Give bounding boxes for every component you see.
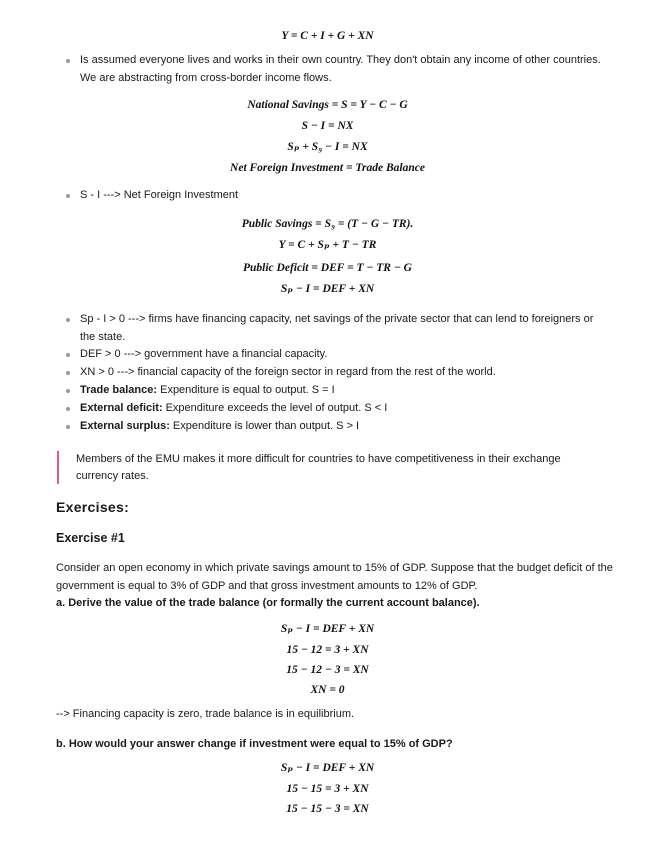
answer-a: --> Financing capacity is zero, trade balance is in equilibrium.	[56, 708, 355, 720]
equation-net-foreign-investment: Net Foreign Investment = Trade Balance	[230, 162, 425, 174]
blockquote-bar	[57, 451, 59, 484]
term-trade-balance: Trade balance:	[80, 384, 158, 396]
definition-external-surplus: Expenditure is lower than output. S > I	[169, 420, 360, 432]
exercise1-intro: Consider an open economy in which private savings amount to 15% of GDP. Suppose that the budget deficit of the government is equal to 3% of GDP and that gross investment amounts to 12% of GDP.	[56, 562, 613, 592]
bullet-external-deficit	[80, 400, 610, 418]
bullet-marker	[66, 59, 70, 63]
equation-a-2: 15 − 12 = 3 + XN	[286, 644, 369, 656]
equation-a-4: XN = 0	[310, 684, 345, 696]
bullet-marker	[66, 407, 70, 411]
definition-trade-balance: Expenditure is equal to output. S = I	[157, 384, 335, 396]
equation-y-identity: Y = C + Sₚ + T − TR	[278, 239, 377, 251]
term-external-surplus: External surplus:	[80, 420, 170, 432]
equation-b-2: 15 − 15 = 3 + XN	[286, 783, 369, 795]
equation-s-minus-i: S − I = NX	[301, 120, 354, 132]
equation-b-1: Sₚ − I = DEF + XN	[280, 762, 375, 774]
exercises-heading: Exercises:	[56, 499, 130, 515]
exercise1-heading: Exercise #1	[56, 531, 125, 545]
bullet-xn: XN > 0 ---> financial capacity of the foreign sector in regard from the rest of the world.	[80, 366, 496, 378]
term-external-deficit: External deficit:	[80, 402, 163, 414]
equation-identity: Y = C + I + G + XN	[281, 30, 374, 42]
bullet-marker	[66, 389, 70, 393]
equation-public-deficit: Public Deficit = DEF = T − TR − G	[243, 262, 412, 274]
bullet-marker	[66, 425, 70, 429]
bullet-assumption: Is assumed everyone lives and works in their own country. They don't obtain any income of other countries. We are abstracting from cross-border income flows.	[80, 54, 601, 84]
bullet-marker	[66, 194, 70, 198]
bullet-si: S - I ---> Net Foreign Investment	[80, 189, 239, 201]
definition-external-deficit: Expenditure exceeds the level of output. S < I	[162, 402, 388, 414]
equation-a-1: Sₚ − I = DEF + XN	[280, 623, 375, 635]
bullet-def: DEF > 0 ---> government have a financial capacity.	[80, 348, 328, 360]
question-b: b. How would your answer change if investment were equal to 15% of GDP?	[56, 738, 453, 750]
blockquote-emu: Members of the EMU makes it more difficult for countries to have competitiveness in their exchange currency rates.	[76, 453, 561, 482]
equation-national-savings: National Savings = S = Y − C − G	[247, 99, 408, 111]
question-a: a. Derive the value of the trade balance (or formally the current account balance).	[56, 597, 480, 609]
equation-b-3: 15 − 15 − 3 = XN	[286, 803, 369, 815]
bullet-marker	[66, 353, 70, 357]
equation-sp-sg: Sₚ + S₉ − I = NX	[287, 141, 368, 153]
bullet-sp-i: Sp - I > 0 ---> firms have financing capacity, net savings of the private sector that can lend to foreigners or the state.	[80, 313, 594, 343]
equation-sp-minus-i: Sₚ − I = DEF + XN	[280, 283, 375, 295]
bullet-trade-balance	[80, 382, 610, 400]
equation-public-savings: Public Savings = S₉ = (T − G − TR).	[241, 218, 414, 230]
bullet-marker	[66, 371, 70, 375]
equation-a-3: 15 − 12 − 3 = XN	[286, 664, 369, 676]
bullet-external-surplus	[80, 418, 610, 436]
bullet-marker	[66, 318, 70, 322]
